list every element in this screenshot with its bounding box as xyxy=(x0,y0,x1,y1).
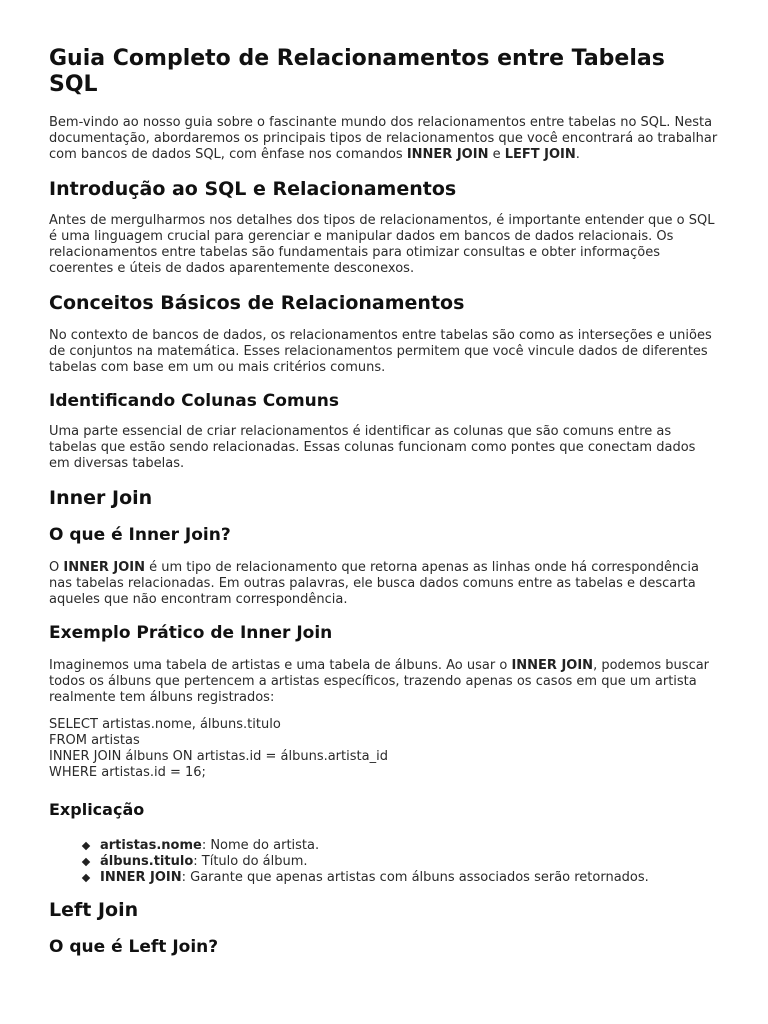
explanation-list xyxy=(49,838,719,886)
intro-bold-inner-join: INNER JOIN xyxy=(406,147,489,162)
intro-bold-left-join: LEFT JOIN xyxy=(504,147,576,162)
list-item xyxy=(83,854,719,870)
heading-left-join: Left Join xyxy=(49,899,139,921)
heading-basic-concepts: Conceitos Básicos de Relacionamentos xyxy=(49,292,465,314)
list-item-desc: : Nome do artista. xyxy=(201,838,320,853)
code-line: INNER JOIN álbuns ON artistas.id = álbuns.artista_id xyxy=(49,749,388,764)
example-bold-inner-join: INNER JOIN xyxy=(511,658,594,673)
list-item xyxy=(83,870,719,886)
heading-intro-sql: Introdução ao SQL e Relacionamentos xyxy=(49,178,457,200)
what-is-text-1: O xyxy=(49,560,64,575)
list-item-term: álbuns.titulo xyxy=(100,854,194,869)
heading-inner-join-example: Exemplo Prático de Inner Join xyxy=(49,623,333,643)
example-text-1: Imaginemos uma tabela de artistas e uma tabela de álbuns. Ao usar o xyxy=(49,658,512,673)
diamond-bullet-icon xyxy=(82,842,90,850)
heading-inner-join: Inner Join xyxy=(49,487,153,509)
code-line: SELECT artistas.nome, álbuns.titulo xyxy=(49,717,281,732)
heading-what-is-inner-join: O que é Inner Join? xyxy=(49,525,231,545)
list-item-term: INNER JOIN xyxy=(100,870,182,885)
heading-explanation: Explicação xyxy=(49,800,145,819)
list-item-term: artistas.nome xyxy=(100,838,202,853)
heading-what-is-left-join: O que é Left Join? xyxy=(49,937,219,957)
intro-paragraph xyxy=(49,115,719,163)
what-is-inner-join-paragraph xyxy=(49,560,719,608)
list-item-desc: : Título do álbum. xyxy=(193,854,308,869)
inner-join-example-paragraph xyxy=(49,658,719,706)
code-line: FROM artistas xyxy=(49,733,140,748)
diamond-bullet-icon xyxy=(82,874,90,882)
document-title: Guia Completo de Relacionamentos entre Tabelas SQL xyxy=(49,46,665,97)
diamond-bullet-icon xyxy=(82,858,90,866)
what-is-bold-inner-join: INNER JOIN xyxy=(63,560,145,575)
code-line: WHERE artistas.id = 16; xyxy=(49,765,206,780)
what-is-text-2: é um tipo de relacionamento que retorna apenas as linhas onde há correspondência nas tabelas relacionadas. Em outras palavras, ele busca dados comuns entre as tabelas e descarta aqueles que não encontram correspondência. xyxy=(49,560,699,607)
intro-sql-paragraph: Antes de mergulharmos nos detalhes dos tipos de relacionamentos, é importante entender que o SQL é uma linguagem crucial para gerenciar e manipular dados em bancos de dados relacionais. Os relacionamentos entre tabelas são fundamentais para otimizar consultas e obter informações coerentes e úteis de dados aparentemente desconexos. xyxy=(49,213,715,276)
intro-text-1: Bem-vindo ao nosso guia sobre o fascinante mundo dos relacionamentos entre tabelas no SQL. Nesta documentação, abordaremos os principais tipos de relacionamentos que você encontrará ao trabalhar com bancos de dados SQL, com ênfase nos comandos xyxy=(49,115,718,162)
list-item-desc: : Garante que apenas artistas com álbuns associados serão retornados. xyxy=(181,870,649,885)
common-columns-paragraph: Uma parte essencial de criar relacionamentos é identificar as colunas que são comuns entre as tabelas que estão sendo relacionadas. Essas colunas funcionam como pontes que conectam dados em diversas tabelas. xyxy=(49,424,696,471)
example-text-2: , podemos buscar todos os álbuns que pertencem a artistas específicos, trazendo apenas os casos em que um artista realmente tem álbuns registrados: xyxy=(49,658,710,705)
basic-concepts-paragraph: No contexto de bancos de dados, os relacionamentos entre tabelas são como as interseções e uniões de conjuntos na matemática. Esses relacionamentos permitem que você vincule dados de diferentes tabelas com base em um ou mais critérios comuns. xyxy=(49,328,712,375)
list-item xyxy=(83,838,719,854)
intro-text-3: . xyxy=(575,147,580,162)
heading-common-columns: Identificando Colunas Comuns xyxy=(49,391,339,411)
sql-code-block xyxy=(49,717,719,781)
intro-text-2: e xyxy=(488,147,505,162)
